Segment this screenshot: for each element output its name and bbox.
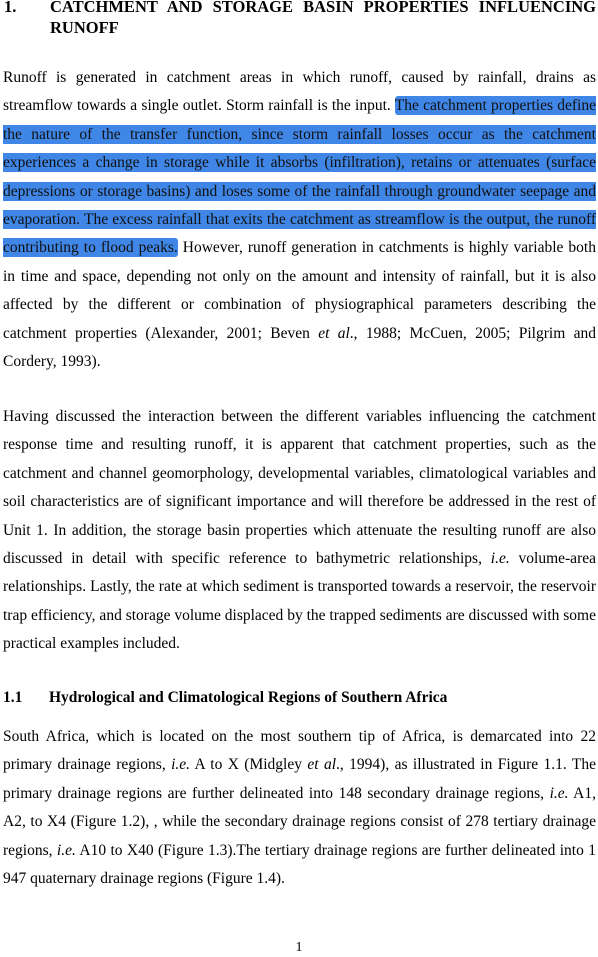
italic-text: i.e. bbox=[549, 784, 569, 802]
italic-text: et al bbox=[318, 324, 350, 342]
paragraph-runoff[interactable] bbox=[3, 64, 596, 376]
paragraph-text: ., 1988; McCuen, 2005; Pilgrim and Cordery, 1993). bbox=[3, 324, 596, 371]
italic-text: i.e. bbox=[171, 756, 191, 774]
italic-text: i.e. bbox=[56, 841, 76, 859]
paragraph-text: South Africa, which is located on the most southern tip of Africa, is demarcated into 22 primary drainage regions, bbox=[3, 728, 596, 774]
paragraph-text: A10 to X40 (Figure 1.3).The tertiary drainage regions are further delineated into 1 947 quaternary drainage regions (Figure 1.4). bbox=[3, 841, 597, 888]
paragraph-discussion[interactable] bbox=[3, 403, 596, 659]
paragraph-text: A1, A2, to X4 (Figure 1.2), , while the secondary drainage regions consist of 278 tertiary drainage regions, bbox=[3, 784, 596, 859]
paragraph-text: volume-area relationships. Lastly, the rate at which sediment is transported towards a reservoir, the reservoir trap efficiency, and storage volume displaced by the trapped sediments are discussed with some practical examples included. bbox=[3, 550, 596, 653]
text-selection-highlight[interactable]: The catchment properties define the nature of the transfer function, since storm rainfall losses occur as the catchment experiences a change in storage while it absorbs (infiltration), retains or attenuates (surface depressions or storage basins) and loses some of the rainfall through groundwater seepage and evaporation. The excess rainfall that exits the catchment as streamflow is the output, the runoff contributing to flood peaks. bbox=[3, 97, 596, 257]
chapter-heading bbox=[4, 0, 596, 38]
page-number: 1 bbox=[295, 940, 303, 955]
paragraph-drainage-regions[interactable] bbox=[3, 723, 596, 893]
paragraph-text: Runoff is generated in catchment areas in which runoff, caused by rainfall, drains as streamflow towards a single outlet. Storm rainfall is the input. bbox=[3, 69, 596, 115]
italic-text: et al bbox=[307, 756, 337, 774]
chapter-title: CATCHMENT AND STORAGE BASIN PROPERTIES INFLUENCING RUNOFF bbox=[50, 0, 596, 37]
paragraph-text: Having discussed the interaction between the different variables influencing the catchment response time and resulting runoff, it is apparent that catchment properties, such as the catchment and channel geomorphology, developmental variables, climatological variables and soil characteristics are of significant importance and will therefore be addressed in the rest of Unit 1. In addition, the storage basin properties which attenuate the resulting runoff are also discussed in detail with specific reference to bathymetric relationships, bbox=[3, 408, 596, 568]
section-heading bbox=[3, 687, 596, 709]
paragraph-text: A to X (Midgley bbox=[190, 756, 308, 774]
italic-text: i.e. bbox=[490, 550, 510, 568]
paragraph-text: However, runoff generation in catchments is highly variable both in time and space, depending not only on the amount and intensity of rainfall, but it is also affected by the different or combination of physiographical parameters describing the catchment properties (Alexander, 2001; Beven bbox=[3, 239, 596, 342]
chapter-number: 1. bbox=[4, 0, 17, 16]
paragraph-text: ., 1994), as illustrated in Figure 1.1. The primary drainage regions are further delineated into 148 secondary drainage regions, bbox=[3, 756, 597, 802]
section-title: Hydrological and Climatological Regions of Southern Africa bbox=[49, 689, 448, 706]
section-number: 1.1 bbox=[3, 689, 23, 706]
